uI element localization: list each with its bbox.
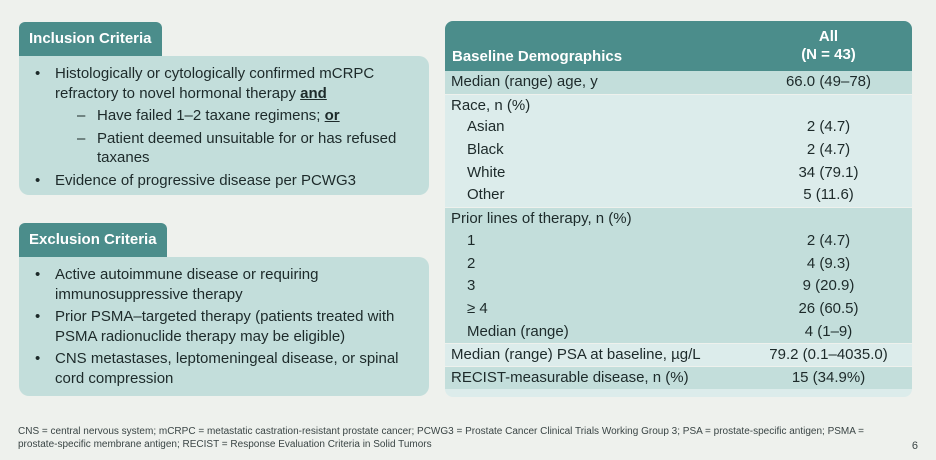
inclusion-subitem-unsuitable-text: Patient deemed unsuitable for or has refused taxanes: [97, 129, 397, 166]
dash-marker: –: [77, 107, 86, 124]
row-label: Other: [467, 186, 505, 204]
row-value: 4 (9.3): [806, 254, 851, 272]
inclusion-criteria-title: Inclusion Criteria: [19, 22, 162, 56]
table-header-label: Baseline Demographics: [452, 48, 623, 65]
row-label: ≥ 4: [467, 299, 488, 317]
table-row: [445, 253, 912, 276]
table-row: [445, 343, 912, 366]
row-label: White: [467, 163, 506, 181]
row-value: 15 (34.9%): [791, 368, 866, 386]
inclusion-criteria-box: [19, 56, 429, 195]
inclusion-item-histology: [33, 64, 419, 103]
inclusion-list: [33, 64, 419, 190]
baseline-demographics-table: [445, 21, 912, 397]
row-label: Asian: [467, 118, 505, 136]
inclusion-subitem-or-conjunction: or: [324, 107, 340, 124]
inclusion-subitem-taxane: [33, 106, 419, 126]
row-value: 2 (4.7): [806, 118, 851, 136]
row-value: 2 (4.7): [806, 141, 851, 159]
row-label: 3: [467, 277, 476, 295]
row-label: Black: [467, 141, 504, 159]
row-label: Median (range) PSA at baseline, µg/L: [451, 346, 701, 364]
header-column-n: (N = 43): [801, 46, 856, 63]
row-value: 66.0 (49–78): [785, 73, 872, 90]
exclusion-criteria-box: [19, 257, 429, 396]
row-label: Median (range): [467, 322, 569, 340]
row-value: 4 (1–9): [804, 322, 853, 340]
table-row: [445, 230, 912, 253]
table-row: [445, 71, 912, 94]
table-row: [445, 184, 912, 207]
exclusion-item: • Active autoimmune disease or requiring immunosuppressive therapy: [33, 265, 419, 304]
table-row: [445, 321, 912, 344]
table-header-column: [745, 21, 912, 71]
table-row: [445, 207, 912, 230]
row-value: [745, 95, 912, 117]
row-value: 9 (20.9): [802, 277, 855, 295]
row-value: 5 (11.6): [803, 186, 854, 204]
table-row: [445, 162, 912, 185]
row-label: 2: [467, 254, 476, 272]
table-row: [445, 275, 912, 298]
row-label: 1: [467, 231, 476, 249]
table-row: [445, 116, 912, 139]
exclusion-item: • Prior PSMA–targeted therapy (patients treated with PSMA radionuclide therapy may be eligible): [33, 307, 419, 346]
row-label: Median (range) age, y: [451, 73, 598, 90]
exclusion-criteria-title: Exclusion Criteria: [19, 223, 167, 257]
row-value: [745, 208, 912, 230]
exclusion-list: [33, 265, 419, 388]
header-column-all: All: [818, 28, 839, 45]
inclusion-item-histology-text: Histologically or cytologically confirmed mCRPC refractory to novel hormonal therapy: [55, 65, 375, 102]
table-row: [445, 298, 912, 321]
row-value: 79.2 (0.1–4035.0): [769, 346, 888, 364]
row-label: Race, n (%): [451, 96, 531, 114]
table-row: [445, 139, 912, 162]
row-value: 2 (4.7): [806, 231, 851, 249]
inclusion-item-and-conjunction: and: [300, 84, 327, 102]
row-value: 34 (79.1): [798, 163, 859, 181]
table-row: [445, 94, 912, 117]
inclusion-subitem-unsuitable: [33, 129, 419, 168]
page-number: 6: [911, 440, 918, 452]
row-value: 26 (60.5): [798, 299, 859, 317]
dash-marker: –: [77, 129, 86, 147]
exclusion-item: • CNS metastases, leptomeningeal disease, or spinal cord compression: [33, 349, 419, 388]
inclusion-subitem-taxane-text: Have failed 1–2 taxane regimens;: [97, 107, 325, 124]
row-label: RECIST-measurable disease, n (%): [451, 368, 689, 386]
table-row: [445, 366, 912, 389]
footnote-abbreviations: CNS = central nervous system; mCRPC = metastatic castration-resistant prostate cancer; PCWG3 = Prostate Cancer Clinical Trials Working Group 3; PSA = prostate-specific antigen; PSMA = prostate-specific membrane antigen; RECIST = Response Evaluation Criteria in Solid Tumors: [18, 426, 864, 450]
inclusion-item-progression: • Evidence of progressive disease per PCWG3: [33, 171, 419, 191]
table-header: [445, 21, 912, 71]
row-label: Prior lines of therapy, n (%): [451, 210, 632, 228]
